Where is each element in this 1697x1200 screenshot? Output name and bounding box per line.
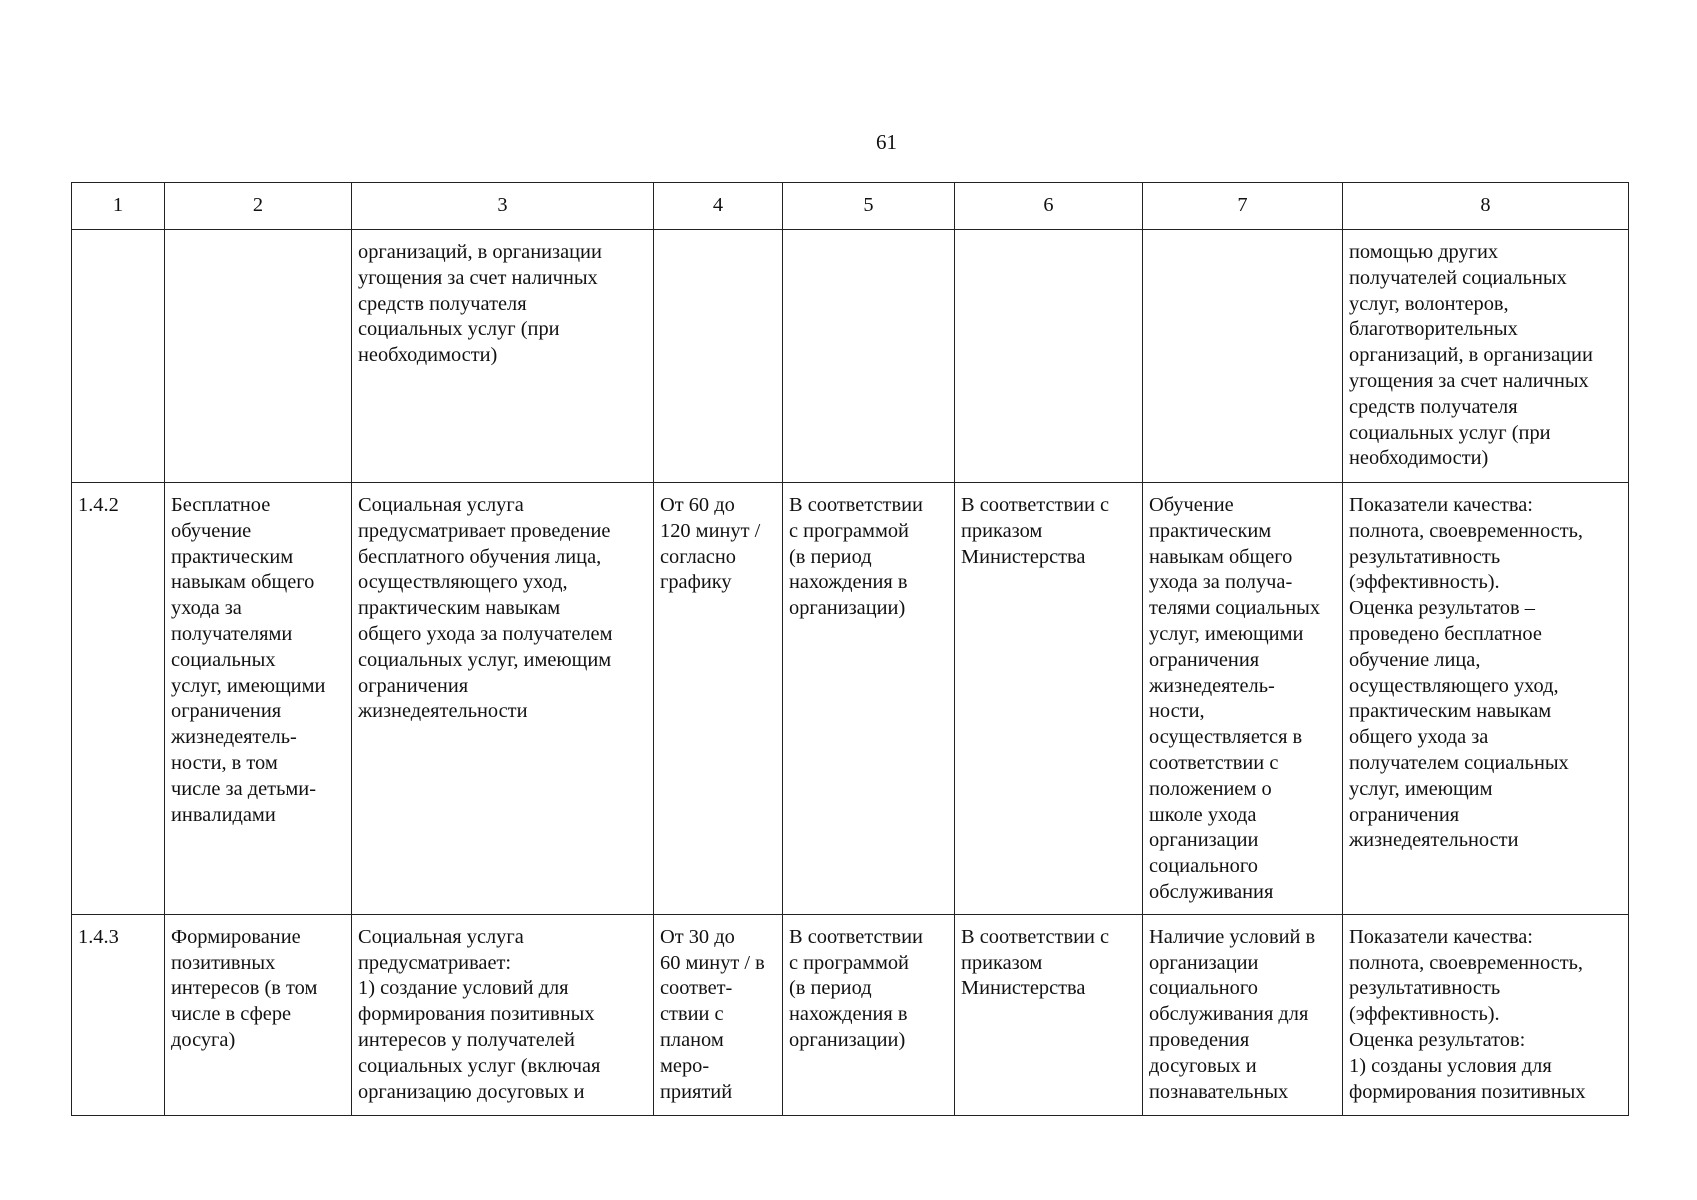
cell-frequency xyxy=(783,230,955,483)
cell-frequency: В соответствии с программой (в период нахождения в организации) xyxy=(783,483,955,915)
services-table xyxy=(71,182,1629,1116)
table-row-1-4-2 xyxy=(72,483,1629,915)
table-row-1-4-3 xyxy=(72,914,1629,1115)
cell-service-name: Формирование позитивных интересов (в том числе в сфере досуга) xyxy=(165,914,352,1115)
cell-conditions: Наличие условий в организации социального обслуживания для проведения досуговых и познавательных xyxy=(1143,914,1343,1115)
cell-duration: От 60 до 120 минут / согласно графику xyxy=(654,483,783,915)
column-header: 4 xyxy=(654,183,783,230)
column-header: 1 xyxy=(72,183,165,230)
column-header: 5 xyxy=(783,183,955,230)
cell-tariff xyxy=(955,230,1143,483)
column-header: 7 xyxy=(1143,183,1343,230)
cell-duration: От 30 до 60 минут / в соответ- ствии с планом меро- приятий xyxy=(654,914,783,1115)
cell-number xyxy=(72,230,165,483)
cell-conditions: Обучение практическим навыкам общего ухода за получа- телями социальных услуг, имеющими ограничения жизнедеятель- ности, осуществляется в соответствии с положением о школе ухода организации социального обслуживания xyxy=(1143,483,1343,915)
cell-tariff: В соответствии с приказом Министерства xyxy=(955,914,1143,1115)
cell-frequency: В соответствии с программой (в период нахождения в организации) xyxy=(783,914,955,1115)
cell-service-description: Социальная услуга предусматривает проведение бесплатного обучения лица, осуществляющего уход, практическим навыкам общего ухода за получателем социальных услуг, имеющим ограничения жизнедеятельности xyxy=(352,483,654,915)
table-row-continuation xyxy=(72,230,1629,483)
column-header: 2 xyxy=(165,183,352,230)
column-header: 3 xyxy=(352,183,654,230)
cell-conditions xyxy=(1143,230,1343,483)
cell-quality-indicators: помощью других получателей социальных услуг, волонтеров, благотворительных организаций, в организации угощения за счет наличных средств получателя социальных услуг (при необходимости) xyxy=(1343,230,1629,483)
cell-tariff: В соответствии с приказом Министерства xyxy=(955,483,1143,915)
table-header-row xyxy=(72,183,1629,230)
cell-quality-indicators: Показатели качества: полнота, своевременность, результативность (эффективность). Оценка результатов: 1) созданы условия для формирования позитивных xyxy=(1343,914,1629,1115)
column-header: 8 xyxy=(1343,183,1629,230)
cell-number: 1.4.3 xyxy=(72,914,165,1115)
cell-service-name: Бесплатное обучение практическим навыкам общего ухода за получателями социальных услуг, имеющими ограничения жизнедеятель- ности, в том числе за детьми- инвалидами xyxy=(165,483,352,915)
cell-service-description: организаций, в организации угощения за счет наличных средств получателя социальных услуг (при необходимости) xyxy=(352,230,654,483)
cell-number: 1.4.2 xyxy=(72,483,165,915)
column-header: 6 xyxy=(955,183,1143,230)
cell-duration xyxy=(654,230,783,483)
cell-quality-indicators: Показатели качества: полнота, своевременность, результативность (эффективность). Оценка результатов – проведено бесплатное обучение лица, осуществляющего уход, практическим навыкам общего ухода за получателем социальных услуг, имеющим ограничения жизнедеятельности xyxy=(1343,483,1629,915)
page-number: 61 xyxy=(876,130,897,154)
cell-service-description: Социальная услуга предусматривает: 1) создание условий для формирования позитивных интересов у получателей социальных услуг (включая организацию досуговых и xyxy=(352,914,654,1115)
cell-service-name xyxy=(165,230,352,483)
